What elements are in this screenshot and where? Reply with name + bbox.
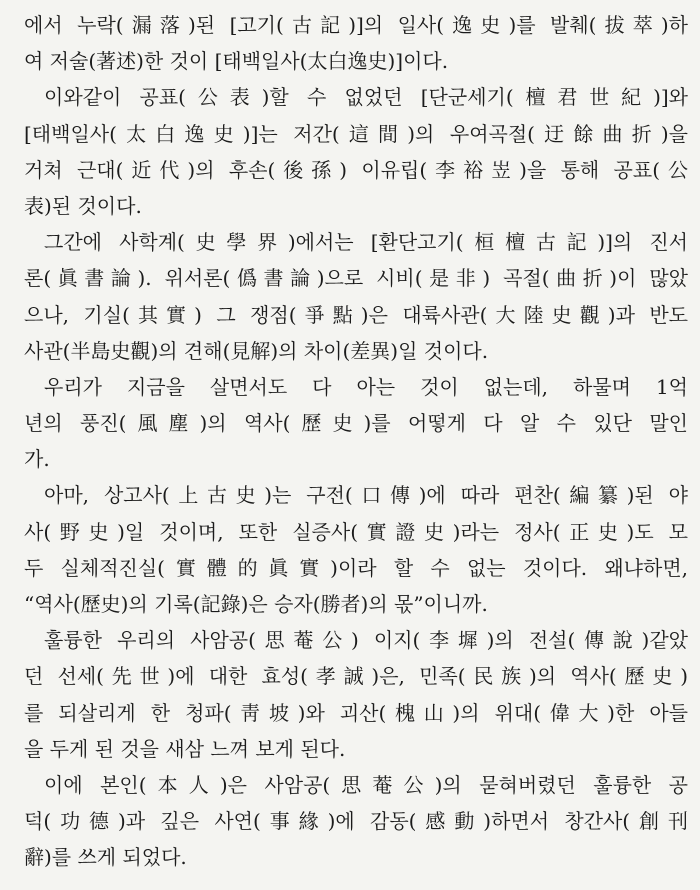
- text-line: 사관(半島史觀)의 견해(見解)의 차이(差異)일 것이다.: [24, 338, 489, 363]
- text-line: 덕(功德)과 깊은 사연(事緣)에 감동(感動)하면서 창간사(創刊: [24, 809, 688, 834]
- text-line: 에서 누락(漏落)된 [고기(古記)]의 일사(逸史)를 발췌(拔萃)하: [24, 13, 688, 37]
- text-line: 론(眞書論). 위서론(僞書論)으로 시비(是非) 곡절(曲折)이 많았: [24, 266, 688, 291]
- text-line: 거쳐 근대(近代)의 후손(後孫) 이유립(李裕岦)을 통해 공표(公: [24, 157, 688, 182]
- text-line: 여 저술(著述)한 것이 [태백일사(太白逸史)]이다.: [24, 49, 449, 74]
- text-line: 두 실체적진실(實體的眞實)이라 할 수 없는 것이다. 왜냐하면,: [24, 555, 688, 580]
- text-line: 우리가 지금을 살면서도 다 아는 것이 없는데, 하물며 1억: [44, 374, 688, 399]
- text-line: 가.: [24, 447, 50, 472]
- text-line: 던 선세(先世)에 대한 효성(孝誠)은, 민족(民族)의 역사(歷史): [24, 664, 688, 689]
- text-line: 이와같이 공표(公表)할 수 없었던 [단군세기(檀君世紀)]와: [44, 85, 688, 110]
- text-line: “역사(歷史)의 기록(記錄)은 승자(勝者)의 몫”이니까.: [24, 592, 488, 616]
- text-line: 그간에 사학계(史學界)에서는 [환단고기(桓檀古記)]의 진서: [44, 230, 688, 255]
- text-line: 이에 본인(本人)은 사암공(思菴公)의 묻혀버렸던 훌륭한 공: [44, 772, 688, 797]
- text-line: [태백일사(太白逸史)]는 저간(這間)의 우여곡절(迂餘曲折)을: [24, 121, 688, 146]
- text-line: 아마, 상고사(上古史)는 구전(口傳)에 따라 편찬(編纂)된 야: [44, 483, 688, 508]
- text-line: 훌륭한 우리의 사암공(思菴公) 이지(李墀)의 전설(傳說)같았: [44, 628, 688, 653]
- text-line: 를 되살리게 한 청파(靑坡)와 괴산(槐山)의 위대(偉大)한 아들: [24, 700, 688, 725]
- text-line: 년의 풍진(風塵)의 역사(歷史)를 어떻게 다 알 수 있단 말인: [24, 411, 688, 436]
- text-line: 으나, 기실(其實) 그 쟁점(爭點)은 대륙사관(大陸史觀)과 반도: [24, 302, 688, 327]
- text-line: 表)된 것이다.: [24, 193, 142, 218]
- text-line: 사(野史)일 것이며, 또한 실증사(實證史)라는 정사(正史)도 모: [24, 519, 688, 544]
- text-line: 을 두게 된 것을 새삼 느껴 보게 된다.: [24, 736, 346, 761]
- text-line: 辭)를 쓰게 되었다.: [24, 845, 187, 870]
